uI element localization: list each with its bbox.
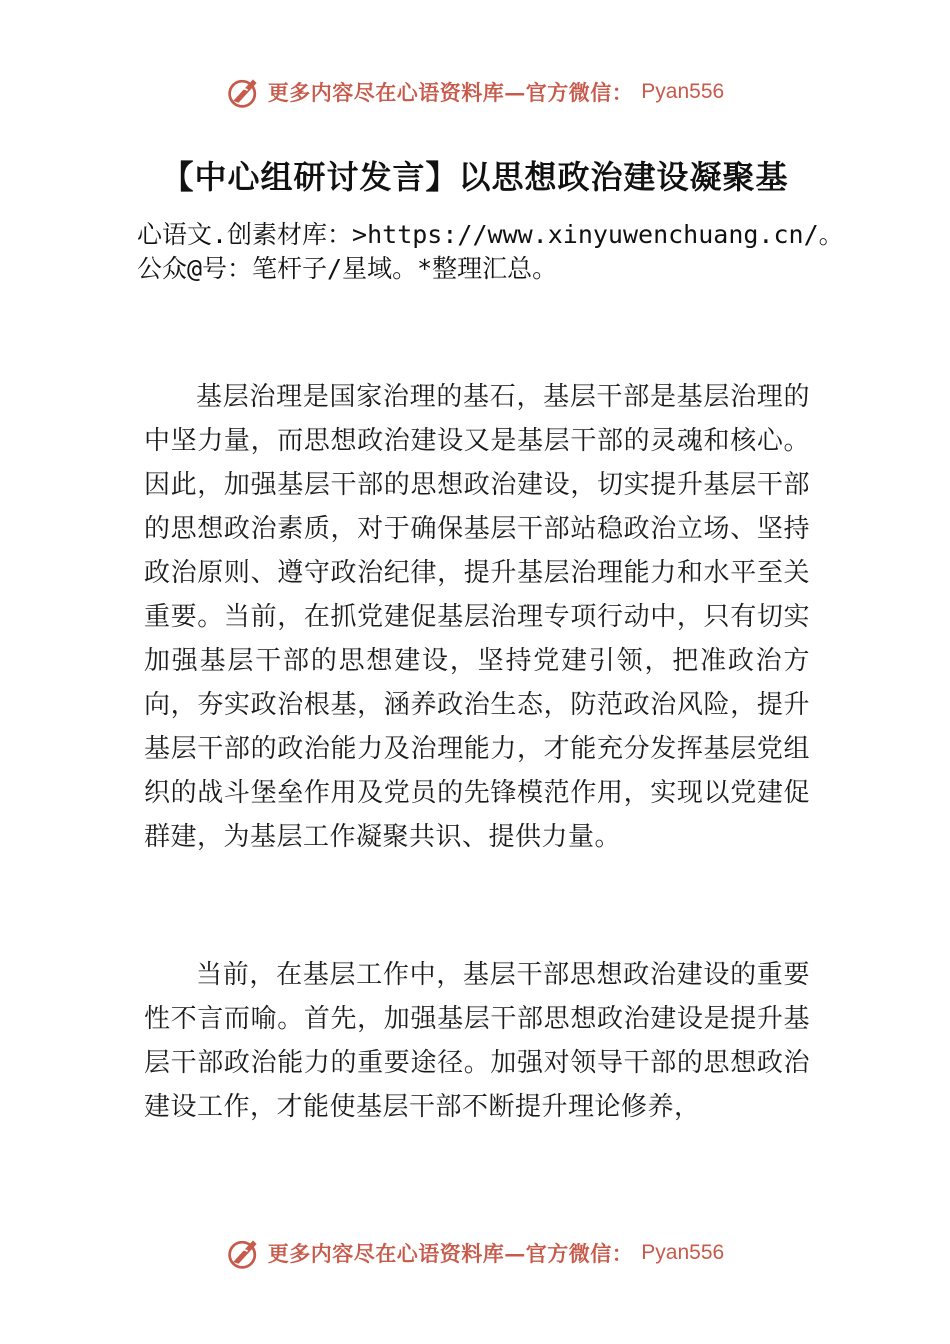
wechat-id: Pyan556 — [641, 1241, 725, 1264]
source-line: 心语文.创素材库：>https://www.xinyuwenchuang.cn/。公众@号：笔杆子/星域。*整理汇总。 — [137, 220, 844, 283]
document-title: 【中心组研讨发言】以思想政治建设凝聚基 — [161, 158, 789, 196]
header-banner — [0, 70, 950, 114]
paragraph-2: 当前，在基层工作中，基层干部思想政治建设的重要性不言而喻。首先，加强基层干部思想政治建设是提升基层干部政治能力的重要途径。加强对领导干部的思想政治建设工作，才能使基层干部不断提升理论修养， — [144, 960, 810, 1122]
paragraph-1: 基层治理是国家治理的基石，基层干部是基层治理的中坚力量，而思想政治建设又是基层干部的灵魂和核心。因此，加强基层干部的思想政治建设，切实提升基层干部的思想政治素质，对于确保基层干部站稳政治立场、坚持政治原则、遵守政治纪律，提升基层治理能力和水平至关重要。当前，在抓党建促基层治理专项行动中，只有切实加强基层干部的思想建设，坚持党建引领，把准政治方向，夯实政治根基，涵养政治生态，防范政治风险，提升基层干部的政治能力及治理能力，才能充分发挥基层党组织的战斗堡垒作用及党员的先锋模范作用，实现以党建促群建，为基层工作凝聚共识、提供力量。 — [144, 382, 810, 852]
brand-slogan: 更多内容尽在心语资料库—官方微信： — [267, 80, 634, 105]
red-quill-logo-icon — [226, 1235, 262, 1271]
footer-banner — [0, 1231, 950, 1275]
brand-slogan: 更多内容尽在心语资料库—官方微信： — [267, 1241, 634, 1266]
red-quill-logo-icon — [226, 74, 262, 110]
wechat-id: Pyan556 — [641, 80, 725, 103]
